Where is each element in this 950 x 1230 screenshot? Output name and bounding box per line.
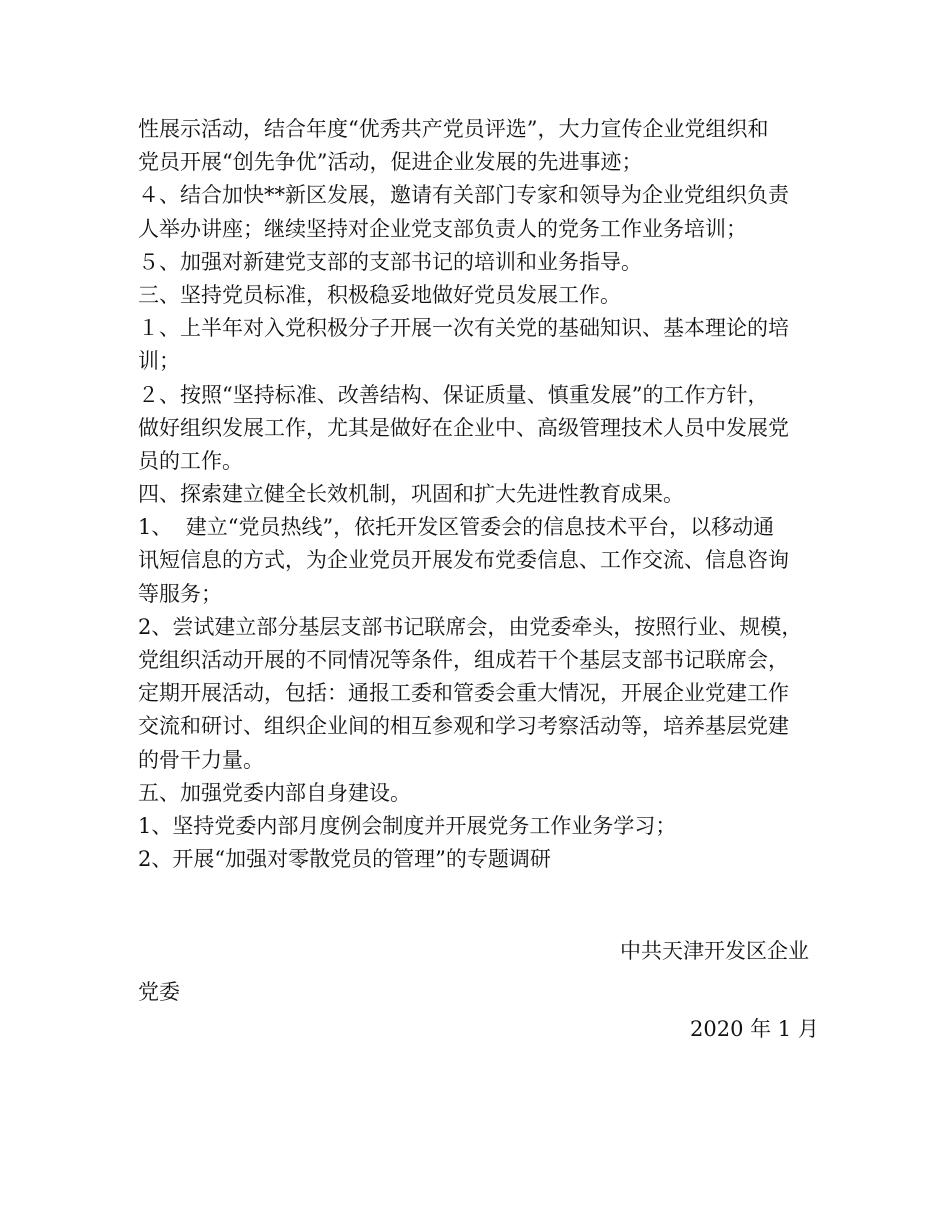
signature-date: 2020 年 1 月 <box>690 1017 819 1041</box>
body-line: 2、尝试建立部分基层支部书记联席会，由党委牵头，按照行业、规模， <box>138 614 803 639</box>
body-line: 训； <box>138 349 180 374</box>
body-line: ２、按照“坚持标准、改善结构、保证质量、慎重发展”的工作方针， <box>138 382 769 407</box>
signature-organization-continued: 党委 <box>138 980 180 1004</box>
body-line: 等服务； <box>138 581 222 606</box>
body-line: １、上半年对入党积极分子开展一次有关党的基础知识、基本理论的培 <box>138 316 789 341</box>
body-line: 人举办讲座；继续坚持对企业党支部负责人的党务工作业务培训； <box>138 216 747 241</box>
body-line: 交流和研讨、组织企业间的相互参观和学习考察活动等，培养基层党建 <box>138 714 789 739</box>
body-line: 员的工作。 <box>138 448 243 473</box>
body-line: 1、坚持党委内部月度例会制度并开展党务工作业务学习； <box>138 813 677 838</box>
section-heading: 三、坚持党员标准，积极稳妥地做好党员发展工作。 <box>138 282 621 307</box>
body-line: 讯短信息的方式，为企业党员开展发布党委信息、工作交流、信息咨询 <box>138 548 789 573</box>
section-heading: 五、加强党委内部自身建设。 <box>138 780 411 805</box>
body-line: ５、加强对新建党支部的支部书记的培训和业务指导。 <box>138 249 642 274</box>
signature-organization: 中共天津开发区企业 <box>620 939 809 963</box>
body-line: 性展示活动，结合年度“优秀共产党员评选”，大力宣传企业党组织和 <box>138 117 769 141</box>
body-line: 定期开展活动，包括：通报工委和管委会重大情况，开展企业党建工作 <box>138 681 789 706</box>
body-line: 党员开展“创先争优”活动，促进企业发展的先进事迹； <box>138 150 643 175</box>
body-line: 1、 建立“党员热线”，依托开发区管委会的信息技术平台，以移动通 <box>138 515 775 540</box>
body-line: 的骨干力量。 <box>138 747 264 772</box>
body-line: ４、结合加快**新区发展，邀请有关部门专家和领导为企业党组织负责 <box>138 183 789 208</box>
body-line: 党组织活动开展的不同情况等条件，组成若干个基层支部书记联席会， <box>138 648 789 672</box>
section-heading: 四、探索建立健全长效机制，巩固和扩大先进性教育成果。 <box>138 482 684 507</box>
document-body <box>138 113 828 876</box>
body-line: 做好组织发展工作，尤其是做好在企业中、高级管理技术人员中发展党 <box>138 415 789 440</box>
body-line: 2、开展“加强对零散党员的管理”的专题调研 <box>138 847 551 872</box>
